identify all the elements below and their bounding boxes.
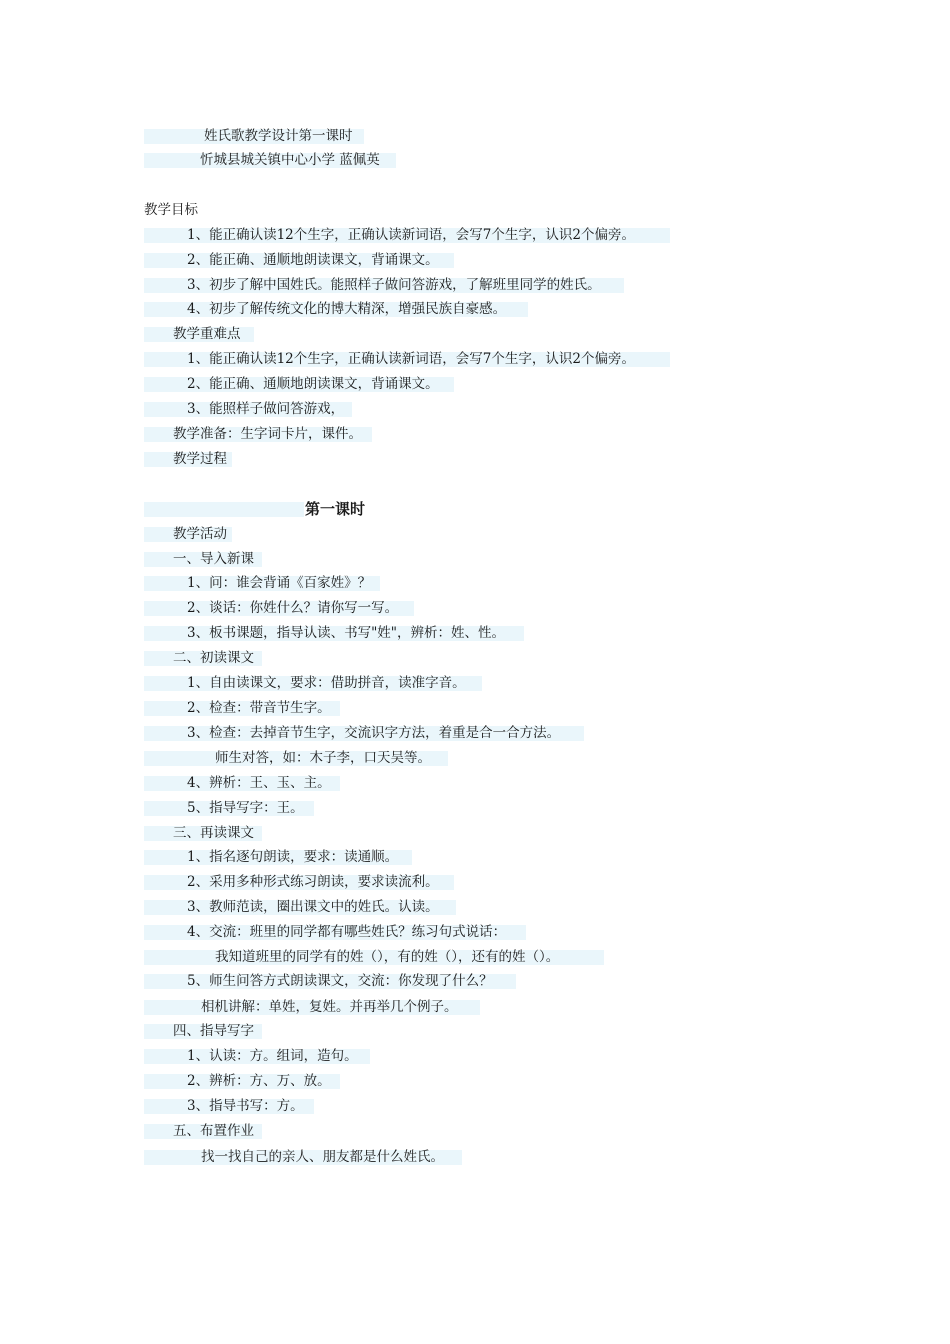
key-point-item: 2、能正确、通顺地朗读课文，背诵课文。 <box>0 372 950 397</box>
goal-item: 2、能正确、通顺地朗读课文，背诵课文。 <box>0 248 950 273</box>
list-item: 2、辨析：方、万、放。 <box>0 1069 950 1094</box>
preparation-line <box>0 422 950 447</box>
list-item: 3、板书课题，指导认读、书写"姓"，辨析：姓、性。 <box>0 621 950 646</box>
goal-item: 3、初步了解中国姓氏。能照样子做问答游戏，了解班里同学的姓氏。 <box>0 273 950 298</box>
section-heading: 四、指导写字 <box>0 1019 950 1044</box>
list-item: 5、指导写字：王。 <box>0 796 950 821</box>
list-item: 3、教师范读，圈出课文中的姓氏。认读。 <box>0 895 950 920</box>
list-item: 2、检查：带音节生字。 <box>0 696 950 721</box>
list-item: 2、谈话：你姓什么？请你写一写。 <box>0 596 950 621</box>
goals-heading-line <box>0 198 950 223</box>
list-item: 4、辨析：王、玉、主。 <box>0 771 950 796</box>
list-item: 1、指名逐句朗读，要求：读通顺。 <box>0 845 950 870</box>
list-item: 3、指导书写：方。 <box>0 1094 950 1119</box>
process-heading-line <box>0 447 950 472</box>
process-heading: 教学过程 <box>173 451 227 467</box>
list-item: 5、师生问答方式朗读课文，交流：你发现了什么？ <box>0 969 950 994</box>
section-heading: 五、布置作业 <box>0 1119 950 1144</box>
goal-item: 4、初步了解传统文化的博大精深，增强民族自豪感。 <box>0 297 950 322</box>
document-title: 姓氏歌教学设计第一课时 <box>204 128 353 144</box>
list-item: 找一找自己的亲人、朋友都是什么姓氏。 <box>0 1145 950 1170</box>
key-points-heading-line <box>0 322 950 347</box>
document-author: 忻城县城关镇中心小学 蓝佩英 <box>200 152 380 168</box>
list-item: 1、问：谁会背诵《百家姓》？ <box>0 571 950 596</box>
list-item: 师生对答，如：木子李，口天吴等。 <box>0 746 950 771</box>
section-heading: 一、导入新课 <box>0 547 950 572</box>
list-item: 1、自由读课文，要求：借助拼音，读准字音。 <box>0 671 950 696</box>
preparation: 教学准备：生字词卡片，课件。 <box>173 426 362 442</box>
activities-heading-line <box>0 522 950 547</box>
section-heading: 二、初读课文 <box>0 646 950 671</box>
author-line <box>0 148 950 173</box>
list-item: 3、检查：去掉音节生字，交流识字方法，着重是合一合方法。 <box>0 721 950 746</box>
list-item: 2、采用多种形式练习朗读，要求读流利。 <box>0 870 950 895</box>
lesson-heading-line <box>0 497 950 522</box>
list-item: 相机讲解：单姓，复姓。并再举几个例子。 <box>0 995 950 1020</box>
key-point-item: 3、能照样子做问答游戏， <box>0 397 950 422</box>
key-point-item: 1、能正确认读12个生字，正确认读新词语，会写7个生字，认识2个偏旁。 <box>0 347 950 372</box>
list-item: 4、交流：班里的同学都有哪些姓氏？练习句式说话： <box>0 920 950 945</box>
list-item: 我知道班里的同学有的姓（），有的姓（），还有的姓（）。 <box>0 945 950 970</box>
goals-heading: 教学目标 <box>144 202 198 218</box>
list-item: 1、认读：方。组词，造句。 <box>0 1044 950 1069</box>
goal-item: 1、能正确认读12个生字，正确认读新词语，会写7个生字，认识2个偏旁。 <box>0 223 950 248</box>
key-points-heading: 教学重难点 <box>173 326 241 342</box>
activities-heading: 教学活动 <box>173 526 227 542</box>
section-heading: 三、再读课文 <box>0 821 950 846</box>
lesson-heading: 第一课时 <box>305 500 366 518</box>
title-line <box>0 124 950 149</box>
